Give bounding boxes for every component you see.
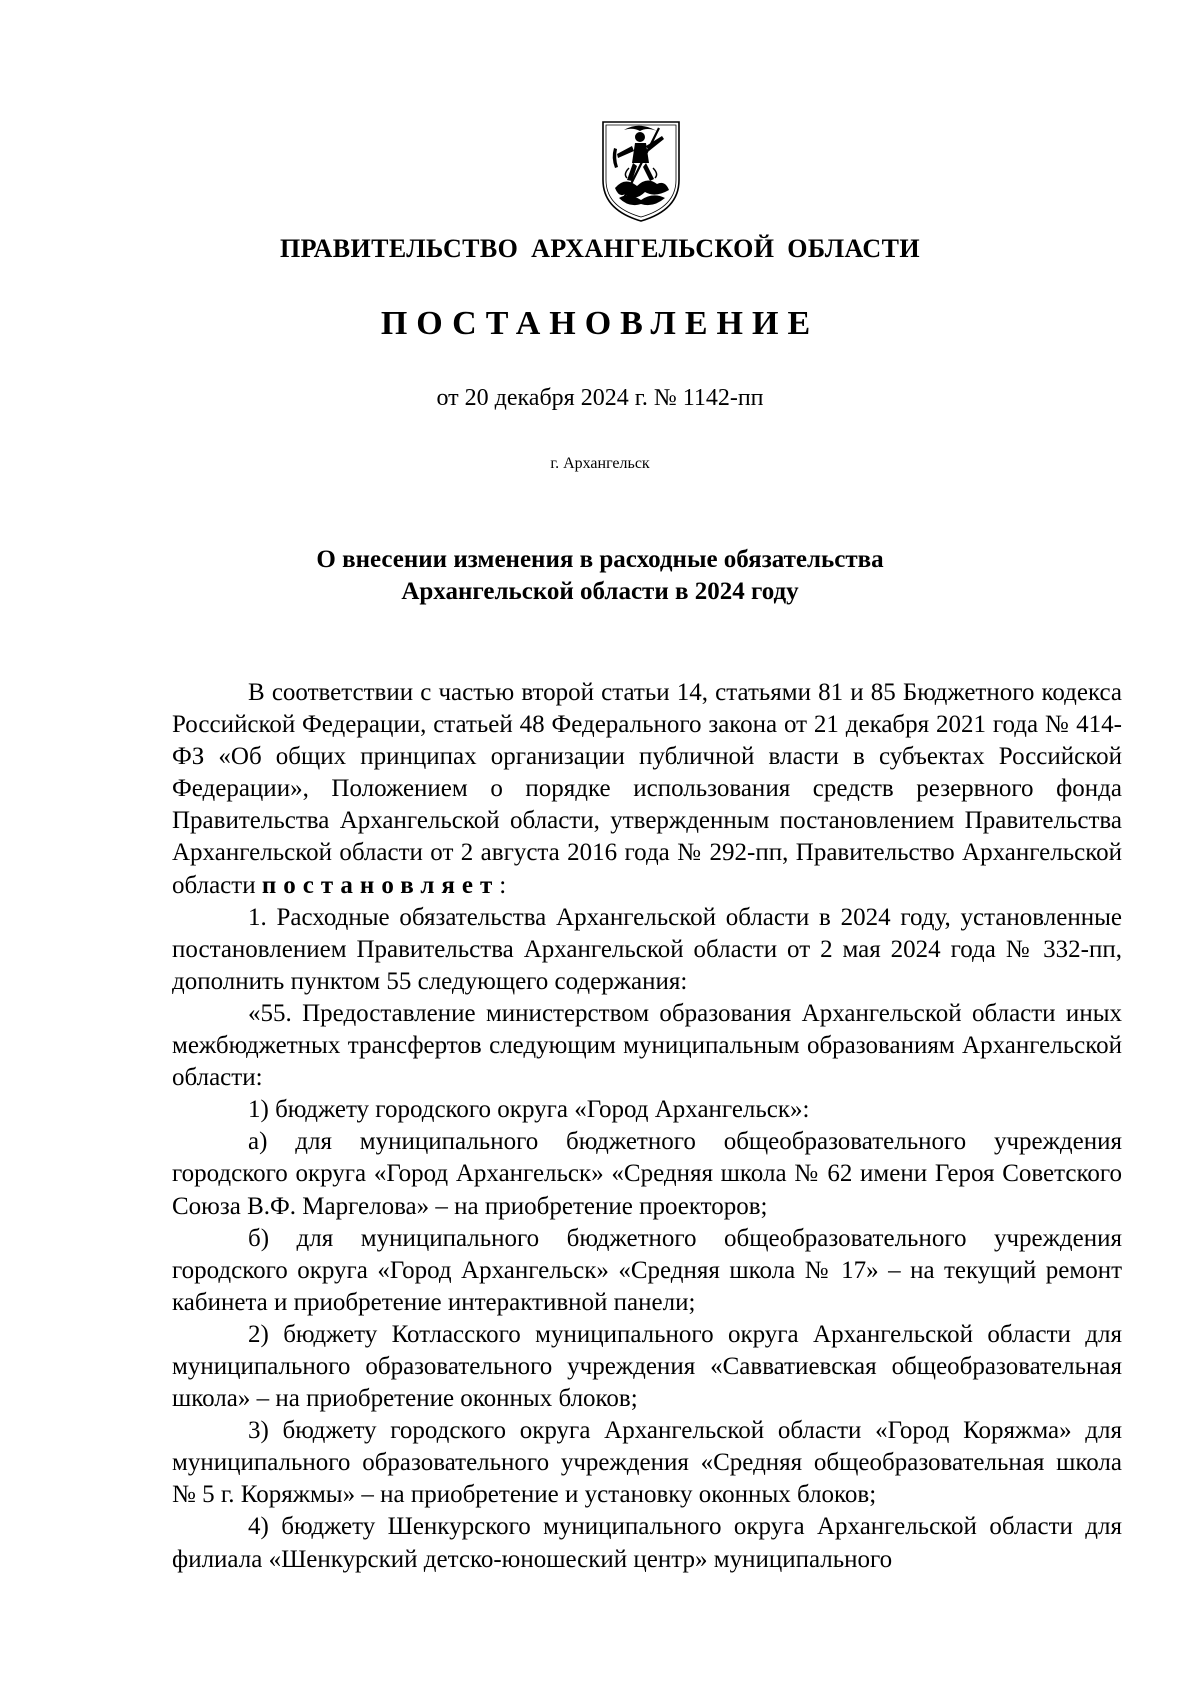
document-subject	[0, 544, 1200, 608]
government-name: ПРАВИТЕЛЬСТВО АРХАНГЕЛЬСКОЙ ОБЛАСТИ	[280, 234, 920, 263]
item-1-paragraph: 1. Расходные обязательства Архангельской области в 2024 году, установленные постановлением Правительства Архангельской области от 2 мая 2024 года № 332-пп, дополнить пунктом 55 следующего содержания:	[172, 903, 1122, 995]
subitem-4-paragraph: 4) бюджету Шенкурского муниципального округа Архангельской области для филиала «Шенкурский детско-юношеский центр» муниципального	[172, 1513, 1122, 1573]
decrees-word: постановляет	[261, 871, 500, 899]
document-city: г. Архангельск	[550, 455, 650, 472]
subitem-1a-paragraph: а) для муниципального бюджетного общеобразовательного учреждения городского округа «Город Архангельск» «Средняя школа № 62 имени Героя Советского Союза В.Ф. Маргелова» – на приобретение проекторов;	[172, 1128, 1122, 1220]
document-date-number: от 20 декабря 2024 г. № 1142-пп	[436, 385, 764, 411]
subitem-2-paragraph: 2) бюджету Котласского муниципального округа Архангельской области для муниципального образовательного учреждения «Савватиевская общеобразовательная школа» – на приобретение оконных блоков;	[172, 1320, 1122, 1413]
preamble-text: В соответствии с частью второй статьи 14, статьями 81 и 85 Бюджетного кодекса Российской Федерации, статьей 48 Федерального закона от 21 декабря 2021 года № 414-ФЗ «Об общих принципах организации публичной власти в субъектах Российской Федерации», Положением о порядке использования средств резервного фонда Правительства Архангельской области, утвержденным постановлением Правительства Архангельской области от 2 августа 2016 года № 292-пп, Правительство Архангельской области	[172, 679, 1122, 899]
subject-line-2: Архангельской области в 2024 году	[401, 578, 799, 605]
subitem-3-paragraph: 3) бюджету городского округа Архангельской области «Город Коряжма» для муниципального образовательного учреждения «Средняя общеобразовательная школа № 5 г. Коряжмы» – на приобретение и установку оконных блоков;	[172, 1417, 1122, 1509]
preamble-paragraph	[172, 677, 1122, 902]
document-body	[172, 677, 1122, 1576]
coat-of-arms-icon	[599, 118, 683, 224]
item-55-paragraph: «55. Предоставление министерством образования Архангельской области иных межбюджетных трансфертов следующим муниципальным образованиям Архангельской области:	[172, 999, 1122, 1092]
subject-line-1: О внесении изменения в расходные обязательства	[316, 546, 884, 573]
document-type: ПОСТАНОВЛЕНИЕ	[380, 305, 820, 342]
decrees-colon: :	[499, 871, 507, 899]
subitem-1-paragraph: 1) бюджету городского округа «Город Архангельск»:	[248, 1096, 810, 1124]
subitem-1b-paragraph: б) для муниципального бюджетного общеобразовательного учреждения городского округа «Город Архангельск» «Средняя школа № 17» – на текущий ремонт кабинета и приобретение интерактивной панели;	[172, 1224, 1122, 1316]
